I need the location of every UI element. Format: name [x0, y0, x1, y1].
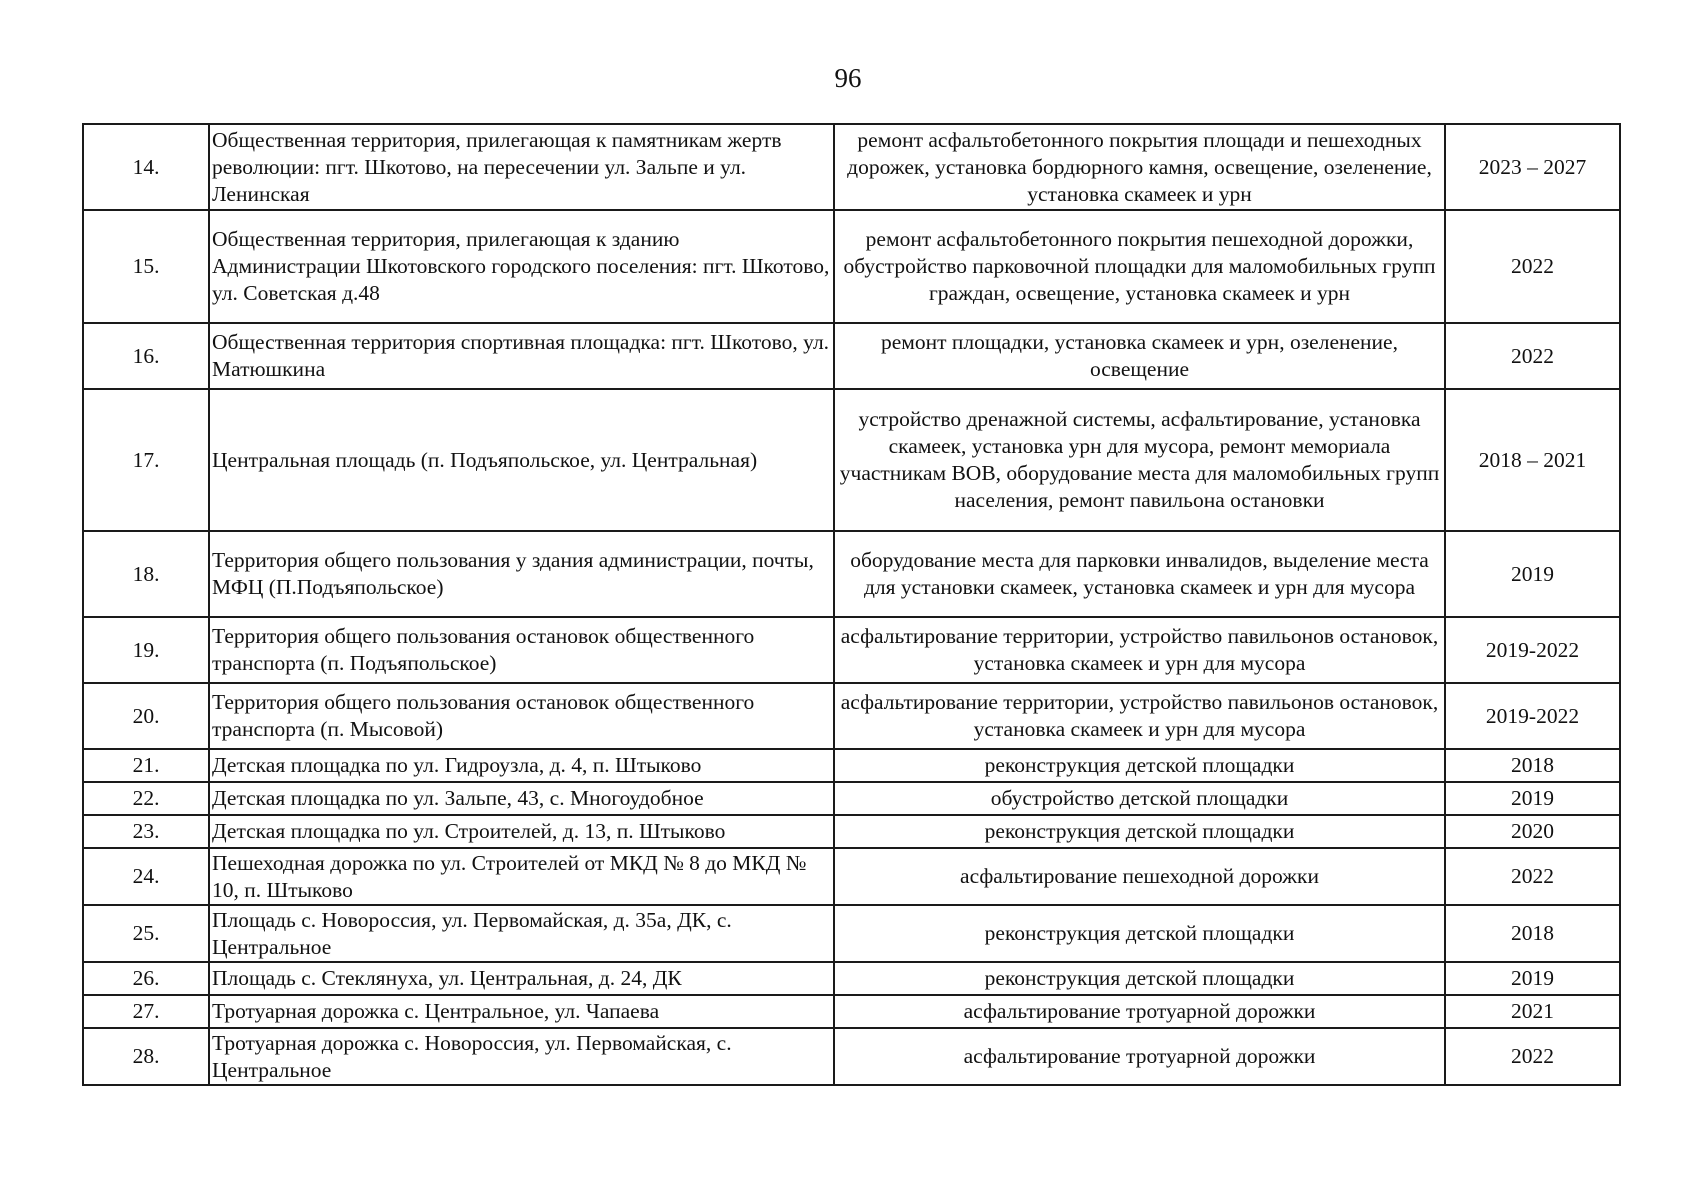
row-number: 16. — [83, 323, 209, 389]
territory-name: Площадь с. Новороссия, ул. Первомайская, д. 35а, ДК, с. Центральное — [209, 905, 834, 962]
table-row — [83, 617, 1620, 683]
implementation-years: 2018 — [1445, 905, 1620, 962]
territory-name: Общественная территория спортивная площадка: пгт. Шкотово, ул. Матюшкина — [209, 323, 834, 389]
territory-name: Тротуарная дорожка с. Новороссия, ул. Первомайская, с. Центральное — [209, 1028, 834, 1085]
territory-name: Детская площадка по ул. Строителей, д. 13, п. Штыково — [209, 815, 834, 848]
table-row — [83, 848, 1620, 905]
work-description: асфальтирование тротуарной дорожки — [834, 1028, 1445, 1085]
work-description: асфальтирование территории, устройство павильонов остановок, установка скамеек и урн для мусора — [834, 683, 1445, 749]
table-row — [83, 531, 1620, 617]
territory-name: Общественная территория, прилегающая к памятникам жертв революции: пгт. Шкотово, на пересечении ул. Зальпе и ул. Ленинская — [209, 124, 834, 210]
implementation-years: 2018 – 2021 — [1445, 389, 1620, 531]
implementation-years: 2021 — [1445, 995, 1620, 1028]
work-description: устройство дренажной системы, асфальтирование, установка скамеек, установка урн для мусора, ремонт мемориала участникам ВОВ, оборудование места для маломобильных групп населения, ремонт павильона остановки — [834, 389, 1445, 531]
territory-name: Тротуарная дорожка с. Центральное, ул. Чапаева — [209, 995, 834, 1028]
table-row — [83, 1028, 1620, 1085]
row-number: 14. — [83, 124, 209, 210]
row-number: 24. — [83, 848, 209, 905]
implementation-years: 2023 – 2027 — [1445, 124, 1620, 210]
implementation-years: 2019 — [1445, 531, 1620, 617]
territory-name: Территория общего пользования остановок общественного транспорта (п. Подъяпольское) — [209, 617, 834, 683]
implementation-years: 2020 — [1445, 815, 1620, 848]
implementation-years: 2018 — [1445, 749, 1620, 782]
row-number: 21. — [83, 749, 209, 782]
work-description: обустройство детской площадки — [834, 782, 1445, 815]
implementation-years: 2019-2022 — [1445, 617, 1620, 683]
page-number: 96 — [834, 63, 862, 93]
implementation-years: 2022 — [1445, 1028, 1620, 1085]
row-number: 18. — [83, 531, 209, 617]
implementation-years: 2019-2022 — [1445, 683, 1620, 749]
row-number: 22. — [83, 782, 209, 815]
row-number: 25. — [83, 905, 209, 962]
implementation-years: 2022 — [1445, 848, 1620, 905]
territory-name: Детская площадка по ул. Гидроузла, д. 4, п. Штыково — [209, 749, 834, 782]
work-description: асфальтирование тротуарной дорожки — [834, 995, 1445, 1028]
row-number: 27. — [83, 995, 209, 1028]
work-description: реконструкция детской площадки — [834, 815, 1445, 848]
implementation-years: 2022 — [1445, 210, 1620, 323]
table-row — [83, 323, 1620, 389]
row-number: 19. — [83, 617, 209, 683]
table-row — [83, 815, 1620, 848]
table-row — [83, 389, 1620, 531]
table-row — [83, 905, 1620, 962]
table-row — [83, 683, 1620, 749]
territory-name: Территория общего пользования у здания администрации, почты, МФЦ (П.Подъяпольское) — [209, 531, 834, 617]
territory-name: Площадь с. Стеклянуха, ул. Центральная, д. 24, ДК — [209, 962, 834, 995]
work-description: реконструкция детской площадки — [834, 749, 1445, 782]
row-number: 28. — [83, 1028, 209, 1085]
territory-name: Детская площадка по ул. Зальпе, 43, с. Многоудобное — [209, 782, 834, 815]
table-row — [83, 782, 1620, 815]
work-description: асфальтирование территории, устройство павильонов остановок, установка скамеек и урн для мусора — [834, 617, 1445, 683]
table-row — [83, 210, 1620, 323]
improvement-territories-table — [82, 123, 1621, 1086]
row-number: 20. — [83, 683, 209, 749]
row-number: 26. — [83, 962, 209, 995]
work-description: асфальтирование пешеходной дорожки — [834, 848, 1445, 905]
work-description: ремонт асфальтобетонного покрытия пешеходной дорожки, обустройство парковочной площадки для маломобильных групп граждан, освещение, установка скамеек и урн — [834, 210, 1445, 323]
row-number: 15. — [83, 210, 209, 323]
table-row — [83, 995, 1620, 1028]
row-number: 17. — [83, 389, 209, 531]
table-row — [83, 124, 1620, 210]
work-description: реконструкция детской площадки — [834, 905, 1445, 962]
table-row — [83, 962, 1620, 995]
territory-name: Общественная территория, прилегающая к зданию Администрации Шкотовского городского поселения: пгт. Шкотово, ул. Советская д.48 — [209, 210, 834, 323]
work-description: реконструкция детской площадки — [834, 962, 1445, 995]
implementation-years: 2019 — [1445, 782, 1620, 815]
work-description: оборудование места для парковки инвалидов, выделение места для установки скамеек, установка скамеек и урн для мусора — [834, 531, 1445, 617]
work-description: ремонт асфальтобетонного покрытия площади и пешеходных дорожек, установка бордюрного камня, освещение, озеленение, установка скамеек и урн — [834, 124, 1445, 210]
implementation-years: 2022 — [1445, 323, 1620, 389]
territory-name: Территория общего пользования остановок общественного транспорта (п. Мысовой) — [209, 683, 834, 749]
work-description: ремонт площадки, установка скамеек и урн, озеленение, освещение — [834, 323, 1445, 389]
table-row — [83, 749, 1620, 782]
territory-name: Центральная площадь (п. Подъяпольское, ул. Центральная) — [209, 389, 834, 531]
territory-name: Пешеходная дорожка по ул. Строителей от МКД № 8 до МКД № 10, п. Штыково — [209, 848, 834, 905]
implementation-years: 2019 — [1445, 962, 1620, 995]
row-number: 23. — [83, 815, 209, 848]
